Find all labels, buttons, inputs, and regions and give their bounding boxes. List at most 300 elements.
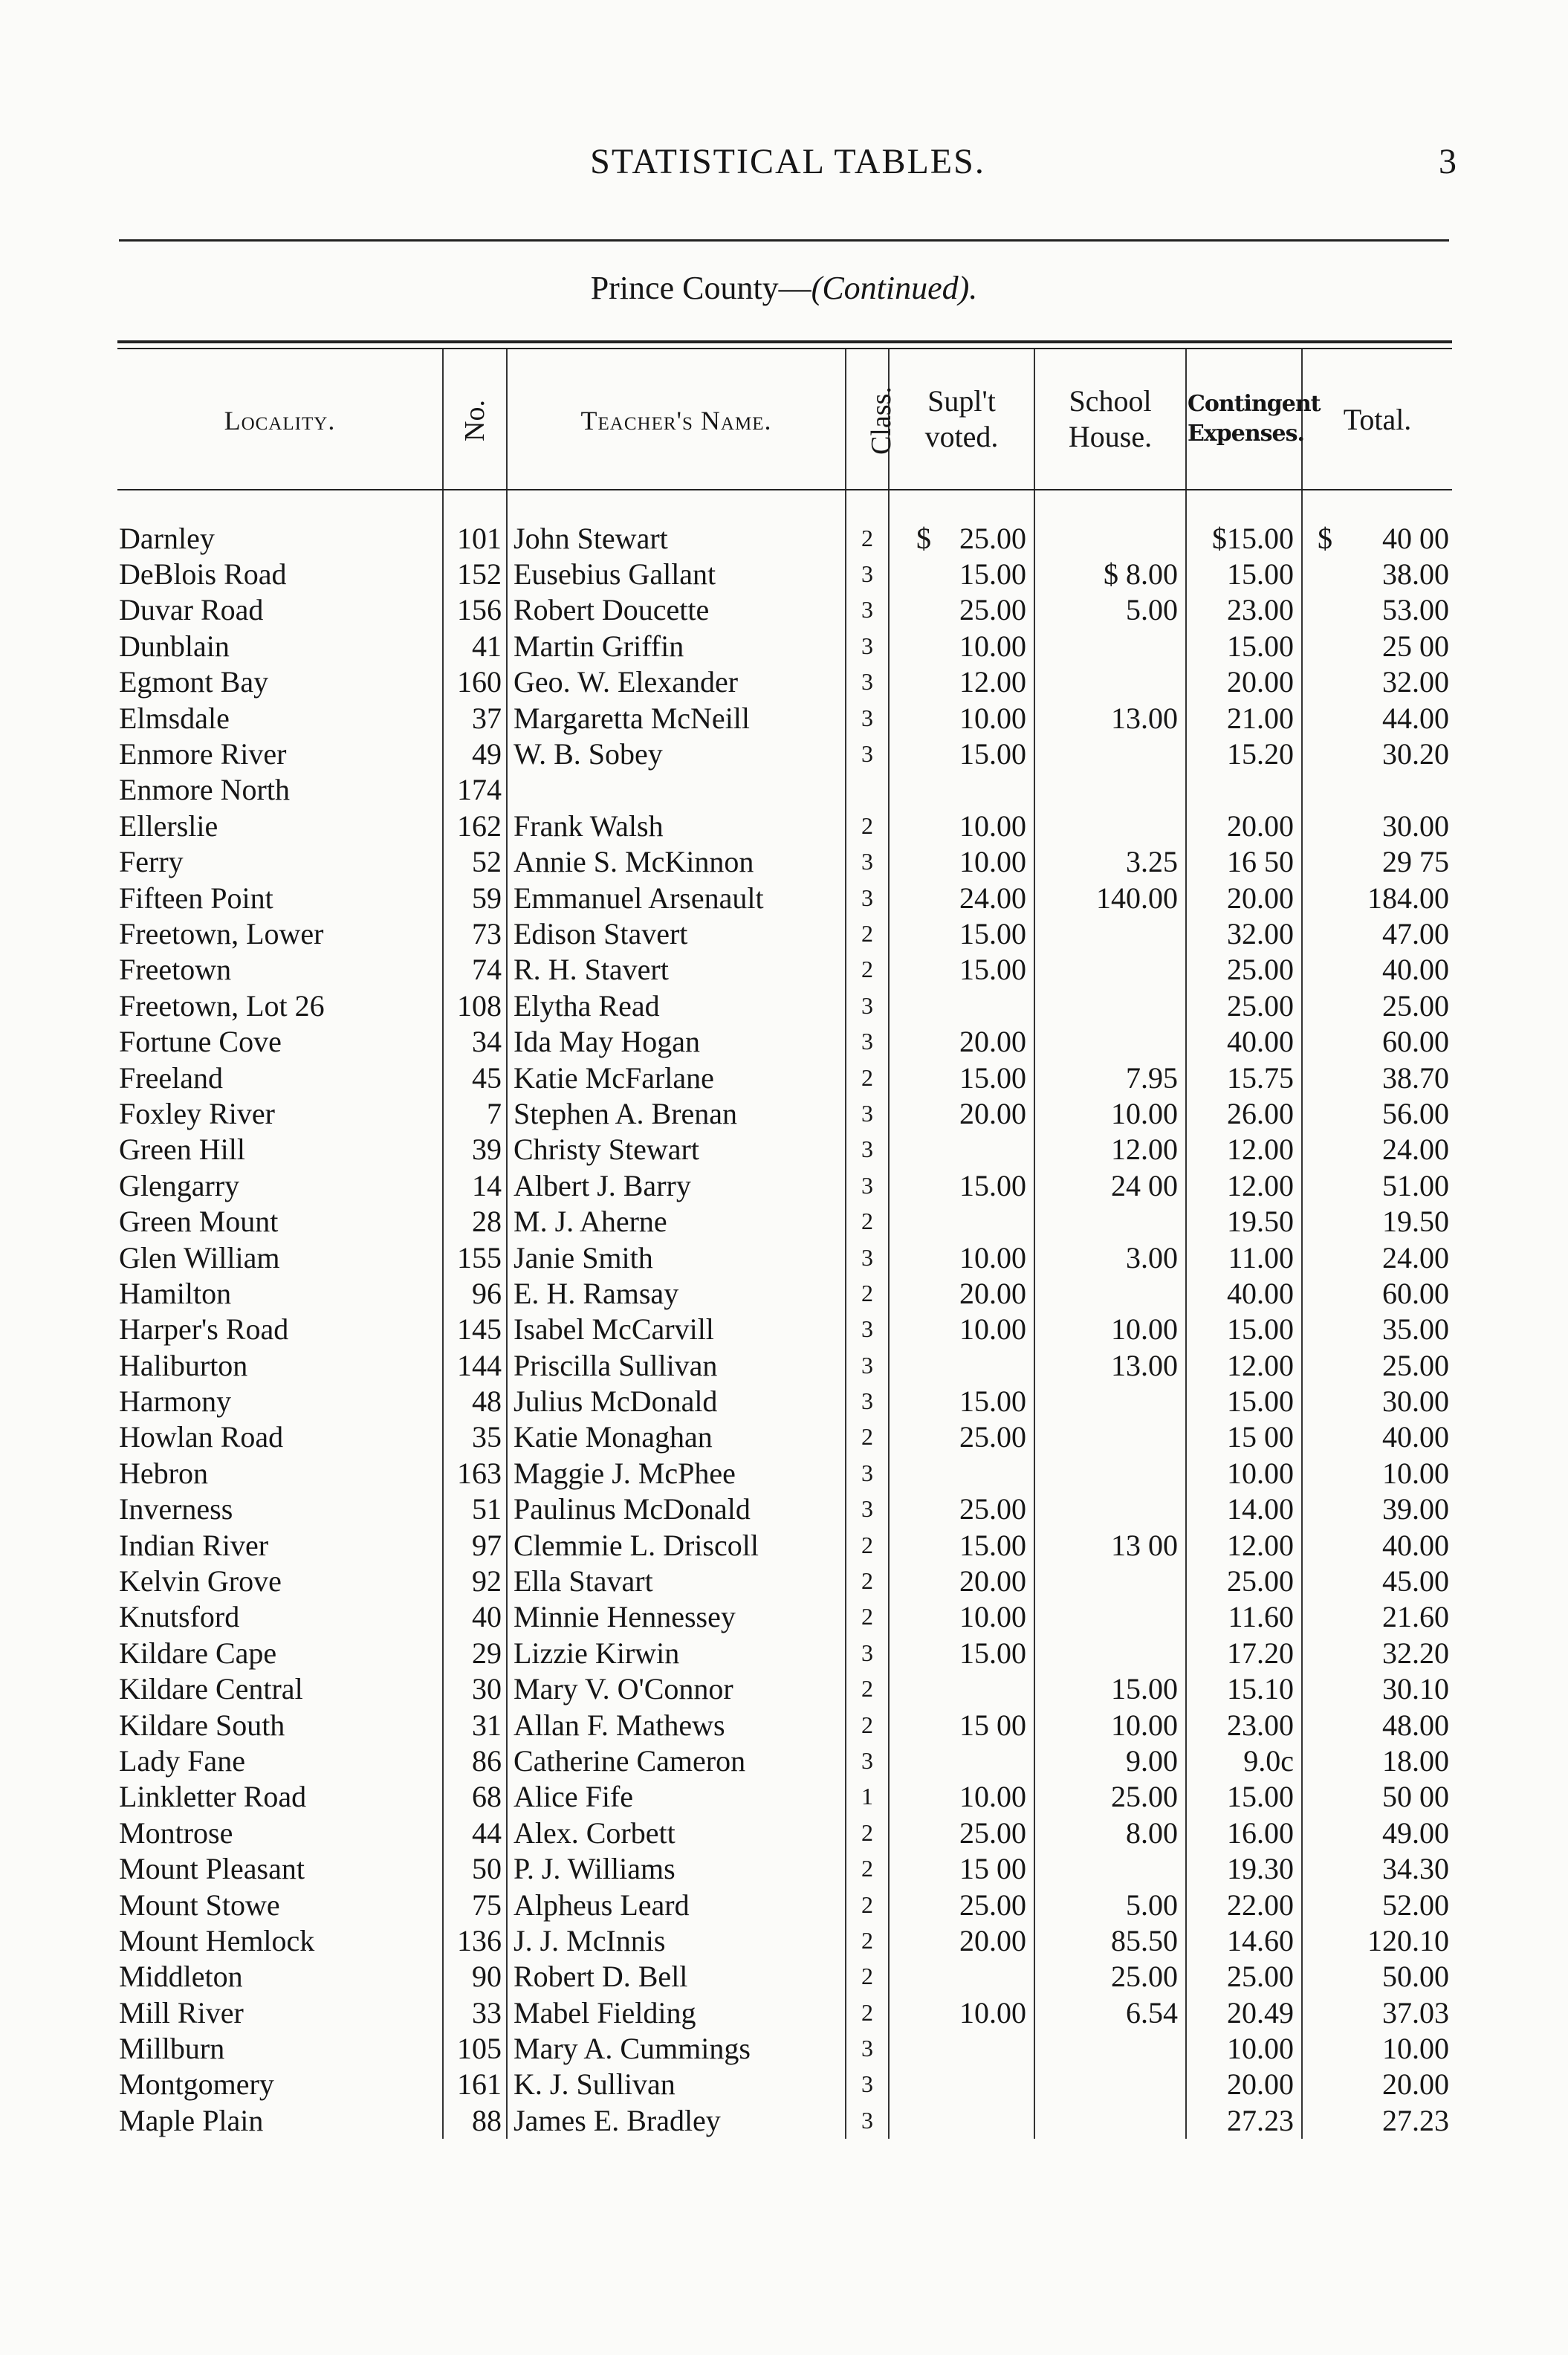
total-cell: 40.00 [1302,1419,1452,1455]
table-row [117,2067,1452,2102]
school-house-cell: 15.00 [1034,1671,1186,1707]
total-cell: 35.00 [1302,1312,1452,1347]
locality-cell: Enmore North [119,773,290,807]
table-top-rule [117,340,1452,349]
table-row [117,1779,1452,1815]
school-house-cell [1034,664,1186,700]
school-house-cell [1034,520,1186,556]
contingent-cell: 16 50 [1186,844,1302,880]
total-cell: 19.50 [1302,1203,1452,1239]
total-cell: 21.60 [1302,1599,1452,1635]
locality-cell: Duvar Road [119,593,264,627]
table-row [117,1527,1452,1563]
suplt-cell: 25.00 [889,1491,1034,1527]
col-no: No. [443,349,507,490]
locality-cell: Ferry [119,845,184,879]
contingent-cell: 14.60 [1186,1922,1302,1958]
school-house-cell [1034,916,1186,951]
total-cell: 53.00 [1302,592,1452,628]
school-house-cell [1034,772,1186,808]
number-cell: 59 [443,880,507,916]
class-cell: 3 [846,1095,889,1131]
teacher-cell: Lizzie Kirwin [507,1635,846,1671]
school-house-cell: 24 00 [1034,1167,1186,1203]
teacher-cell: Clemmie L. Driscoll [507,1527,846,1563]
number-cell: 152 [443,556,507,592]
suplt-cell: 15.00 [889,916,1034,951]
table-row [117,1491,1452,1527]
suplt-cell: 20.00 [889,1563,1034,1598]
total-cell: 38.70 [1302,1060,1452,1095]
col-locality: Locality. [117,349,443,490]
contingent-cell: 12.00 [1186,1527,1302,1563]
total-cell: 44.00 [1302,700,1452,736]
table-row [117,1563,1452,1598]
teacher-cell [507,772,846,808]
class-cell: 2 [846,1563,889,1598]
class-cell: 3 [846,628,889,664]
locality-cell: Harmony [119,1384,232,1419]
suplt-cell: 24.00 [889,880,1034,916]
table-row [117,1815,1452,1850]
class-cell: 3 [846,736,889,771]
suplt-cell: 15.00 [889,1527,1034,1563]
table-body [117,490,1452,2139]
suplt-cell: 10.00 [889,1995,1034,2030]
contingent-cell: 15.00 [1186,628,1302,664]
teacher-cell: Minnie Hennessey [507,1599,846,1635]
class-cell: 3 [846,1347,889,1383]
col-teacher: Teacher's Name. [507,349,846,490]
suplt-cell [889,1743,1034,1778]
class-cell: 3 [846,1167,889,1203]
locality-cell: Millburn [119,2032,225,2066]
table-row [117,1203,1452,1239]
locality-cell: Kelvin Grove [119,1564,282,1598]
table-row [117,1167,1452,1203]
locality-cell: Mount Hemlock [119,1923,315,1957]
total-cell: 30.10 [1302,1671,1452,1707]
total-cell: 40.00 [1302,1527,1452,1563]
class-cell: 2 [846,1850,889,1886]
total-cell: 120.10 [1302,1922,1452,1958]
class-cell: 3 [846,844,889,880]
class-cell: 3 [846,2030,889,2066]
total-cell: 25 00 [1302,628,1452,664]
number-cell: 161 [443,2067,507,2102]
locality-cell: Dunblain [119,629,230,663]
number-cell: 86 [443,1743,507,1778]
class-cell: 2 [846,1527,889,1563]
suplt-cell [889,1959,1034,1995]
table-row [117,1707,1452,1743]
number-cell: 144 [443,1347,507,1383]
locality-cell: Knutsford [119,1600,240,1634]
locality-cell: Elmsdale [119,701,230,735]
school-house-cell: 10.00 [1034,1312,1186,1347]
table-subtitle [0,269,1568,307]
school-house-cell: 10.00 [1034,1707,1186,1743]
class-cell: 2 [846,1815,889,1850]
number-cell: 45 [443,1060,507,1095]
class-cell: 3 [846,592,889,628]
contingent-cell: 15.00 [1186,1312,1302,1347]
total-cell: $ 40 00 [1302,520,1452,556]
number-cell: 7 [443,1095,507,1131]
total-cell: 30.00 [1302,808,1452,843]
class-cell: 3 [846,2067,889,2102]
suplt-cell [889,1203,1034,1239]
teacher-cell: Geo. W. Elexander [507,664,846,700]
locality-cell: Lady Fane [119,1743,245,1778]
school-house-cell: $ 8.00 [1034,556,1186,592]
total-cell: 10.00 [1302,1455,1452,1491]
locality-cell: Glen William [119,1240,280,1274]
col-total: Total. [1302,349,1452,490]
teacher-cell: Katie McFarlane [507,1060,846,1095]
suplt-cell [889,1347,1034,1383]
total-cell: 29 75 [1302,844,1452,880]
contingent-cell [1186,772,1302,808]
contingent-cell: 19.50 [1186,1203,1302,1239]
locality-cell: Darnley [119,521,215,555]
table-row [117,916,1452,951]
teacher-cell: Allan F. Mathews [507,1707,846,1743]
contingent-cell: 15.75 [1186,1060,1302,1095]
suplt-cell: $ 25.00 [889,520,1034,556]
suplt-cell [889,988,1034,1023]
number-cell: 28 [443,1203,507,1239]
contingent-cell: 15.00 [1186,556,1302,592]
contingent-cell: 25.00 [1186,988,1302,1023]
total-cell: 25.00 [1302,1347,1452,1383]
contingent-cell: 14.00 [1186,1491,1302,1527]
number-cell: 160 [443,664,507,700]
teacher-cell: Margaretta McNeill [507,700,846,736]
teacher-cell: Christy Stewart [507,1132,846,1167]
school-house-cell [1034,988,1186,1023]
contingent-cell: 25.00 [1186,952,1302,988]
suplt-cell [889,2102,1034,2138]
school-house-cell [1034,952,1186,988]
class-cell: 3 [846,1743,889,1778]
suplt-cell: 15 00 [889,1707,1034,1743]
class-cell: 3 [846,2102,889,2138]
col-suplt: Supl't voted. [889,349,1034,490]
school-house-cell: 3.25 [1034,844,1186,880]
class-cell: 2 [846,1419,889,1455]
teacher-cell: J. J. McInnis [507,1922,846,1958]
teacher-cell: Alpheus Leard [507,1887,846,1922]
class-cell: 3 [846,1383,889,1419]
total-cell: 40.00 [1302,952,1452,988]
contingent-cell: 15 00 [1186,1419,1302,1455]
school-house-cell [1034,1850,1186,1886]
total-cell [1302,772,1452,808]
number-cell: 48 [443,1383,507,1419]
teacher-cell: Robert Doucette [507,592,846,628]
total-cell: 20.00 [1302,2067,1452,2102]
school-house-cell: 9.00 [1034,1743,1186,1778]
teacher-cell: R. H. Stavert [507,952,846,988]
contingent-cell: $15.00 [1186,520,1302,556]
total-cell: 24.00 [1302,1132,1452,1167]
locality-cell: Montrose [119,1815,233,1850]
locality-cell: Fortune Cove [119,1025,282,1059]
class-cell: 1 [846,1779,889,1815]
total-cell: 39.00 [1302,1491,1452,1527]
statistics-table-wrap [117,340,1452,2139]
teacher-cell: Janie Smith [507,1240,846,1275]
class-cell: 3 [846,556,889,592]
class-cell: 2 [846,1060,889,1095]
number-cell: 51 [443,1491,507,1527]
number-cell: 96 [443,1275,507,1311]
school-house-cell [1034,1203,1186,1239]
teacher-cell: Emmanuel Arsenault [507,880,846,916]
school-house-cell [1034,1023,1186,1059]
locality-cell: Freetown, Lot 26 [119,988,325,1023]
class-cell: 2 [846,520,889,556]
locality-cell: Freetown, Lower [119,916,324,950]
suplt-cell: 15 00 [889,1850,1034,1886]
locality-cell: Kildare South [119,1708,285,1742]
teacher-cell: Albert J. Barry [507,1167,846,1203]
contingent-cell: 20.00 [1186,880,1302,916]
table-row [117,1887,1452,1922]
table-row [117,1599,1452,1635]
table-row [117,808,1452,843]
dollar-sign: $ [916,521,931,555]
table-row [117,988,1452,1023]
total-cell: 25.00 [1302,988,1452,1023]
teacher-cell: Elytha Read [507,988,846,1023]
number-cell: 37 [443,700,507,736]
number-cell: 35 [443,1419,507,1455]
class-cell: 2 [846,1959,889,1995]
locality-cell: Mill River [119,1995,244,2030]
table-row [117,952,1452,988]
class-cell: 3 [846,1312,889,1347]
number-cell: 105 [443,2030,507,2066]
total-cell: 184.00 [1302,880,1452,916]
number-cell: 74 [443,952,507,988]
suplt-cell: 25.00 [889,1419,1034,1455]
locality-cell: Glengarry [119,1168,240,1202]
page-header [119,141,1457,193]
number-cell: 40 [443,1599,507,1635]
suplt-cell: 15.00 [889,1635,1034,1671]
school-house-cell [1034,628,1186,664]
total-cell: 32.20 [1302,1635,1452,1671]
teacher-cell: Eusebius Gallant [507,556,846,592]
header-row [117,349,1452,490]
teacher-cell: James E. Bradley [507,2102,846,2138]
dollar-sign: $ [1318,521,1332,555]
school-house-cell [1034,2067,1186,2102]
contingent-cell: 40.00 [1186,1275,1302,1311]
suplt-cell: 15.00 [889,736,1034,771]
locality-cell: Kildare Central [119,1672,303,1706]
locality-cell: Maple Plain [119,2103,264,2137]
contingent-cell: 9.0c [1186,1743,1302,1778]
number-cell: 49 [443,736,507,771]
school-house-cell: 13.00 [1034,1347,1186,1383]
locality-cell: Harper's Road [119,1312,289,1347]
teacher-cell: Maggie J. McPhee [507,1455,846,1491]
total-cell: 60.00 [1302,1275,1452,1311]
contingent-cell: 19.30 [1186,1850,1302,1886]
subtitle-main: Prince County— [590,270,811,306]
school-house-cell [1034,1275,1186,1311]
suplt-cell [889,1455,1034,1491]
contingent-cell: 12.00 [1186,1167,1302,1203]
teacher-cell: Katie Monaghan [507,1419,846,1455]
teacher-cell: Alex. Corbett [507,1815,846,1850]
number-cell: 156 [443,592,507,628]
table-row [117,1959,1452,1995]
suplt-cell: 10.00 [889,1599,1034,1635]
table-row [117,1743,1452,1778]
teacher-cell: M. J. Aherne [507,1203,846,1239]
number-cell: 14 [443,1167,507,1203]
number-cell: 30 [443,1671,507,1707]
number-cell: 75 [443,1887,507,1922]
suplt-cell: 10.00 [889,628,1034,664]
table-row [117,1671,1452,1707]
number-cell: 162 [443,808,507,843]
class-cell: 2 [846,1995,889,2030]
statistics-table [117,349,1452,2139]
school-house-cell: 25.00 [1034,1779,1186,1815]
table-row [117,1240,1452,1275]
suplt-cell: 10.00 [889,1312,1034,1347]
number-cell: 41 [443,628,507,664]
school-house-cell: 8.00 [1034,1815,1186,1850]
locality-cell: Kildare Cape [119,1636,277,1670]
school-house-cell: 5.00 [1034,1887,1186,1922]
locality-cell: Montgomery [119,2067,274,2102]
table-row [117,700,1452,736]
teacher-cell: Robert D. Bell [507,1959,846,1995]
total-cell: 34.30 [1302,1850,1452,1886]
suplt-cell: 25.00 [889,592,1034,628]
teacher-cell: Catherine Cameron [507,1743,846,1778]
table-row [117,1850,1452,1886]
suplt-cell: 15.00 [889,1383,1034,1419]
teacher-cell: Mabel Fielding [507,1995,846,2030]
total-cell: 32.00 [1302,664,1452,700]
table-row [117,844,1452,880]
locality-cell: Enmore River [119,737,287,771]
number-cell: 108 [443,988,507,1023]
class-cell: 3 [846,1635,889,1671]
suplt-cell: 25.00 [889,1887,1034,1922]
school-house-cell: 6.54 [1034,1995,1186,2030]
school-house-cell [1034,1563,1186,1598]
number-cell: 101 [443,520,507,556]
contingent-cell: 15.10 [1186,1671,1302,1707]
suplt-cell: 10.00 [889,808,1034,843]
teacher-cell: P. J. Williams [507,1850,846,1886]
school-house-cell [1034,2102,1186,2138]
number-cell: 136 [443,1922,507,1958]
school-house-cell: 85.50 [1034,1922,1186,1958]
table-row [117,664,1452,700]
table-row [117,1419,1452,1455]
suplt-cell [889,1132,1034,1167]
locality-cell: Indian River [119,1528,269,1562]
contingent-cell: 25.00 [1186,1959,1302,1995]
school-house-cell [1034,1599,1186,1635]
locality-cell: Inverness [119,1492,233,1526]
contingent-cell: 27.23 [1186,2102,1302,2138]
class-cell: 2 [846,1599,889,1635]
school-house-cell: 5.00 [1034,592,1186,628]
col-school-house: School House. [1034,349,1186,490]
contingent-cell: 10.00 [1186,2030,1302,2066]
number-cell: 88 [443,2102,507,2138]
table-row [117,1060,1452,1095]
locality-cell: DeBlois Road [119,557,287,592]
teacher-cell: John Stewart [507,520,846,556]
class-cell: 2 [846,916,889,951]
locality-cell: Green Hill [119,1133,245,1167]
contingent-cell: 11.00 [1186,1240,1302,1275]
locality-cell: Linkletter Road [119,1780,307,1814]
class-cell: 3 [846,1491,889,1527]
number-cell: 174 [443,772,507,808]
number-cell: 33 [443,1995,507,2030]
school-house-cell [1034,736,1186,771]
page-number: 3 [1439,142,1457,181]
contingent-cell: 20.00 [1186,808,1302,843]
class-cell: 3 [846,988,889,1023]
teacher-cell: K. J. Sullivan [507,2067,846,2102]
number-cell: 31 [443,1707,507,1743]
teacher-cell: Annie S. McKinnon [507,844,846,880]
suplt-cell: 10.00 [889,844,1034,880]
locality-cell: Mount Pleasant [119,1852,305,1886]
number-cell: 52 [443,844,507,880]
total-cell: 24.00 [1302,1240,1452,1275]
suplt-cell: 20.00 [889,1095,1034,1131]
total-cell: 60.00 [1302,1023,1452,1059]
contingent-cell: 10.00 [1186,1455,1302,1491]
teacher-cell: Mary V. O'Connor [507,1671,846,1707]
table-row [117,1023,1452,1059]
suplt-cell: 15.00 [889,1060,1034,1095]
table-row [117,556,1452,592]
number-cell: 29 [443,1635,507,1671]
locality-cell: Howlan Road [119,1420,284,1454]
school-house-cell: 3.00 [1034,1240,1186,1275]
class-cell [846,772,889,808]
class-cell: 3 [846,1132,889,1167]
total-cell: 47.00 [1302,916,1452,951]
dollar-sign: $ [1212,521,1227,555]
teacher-cell: W. B. Sobey [507,736,846,771]
school-house-cell [1034,1635,1186,1671]
number-cell: 90 [443,1959,507,1995]
suplt-cell [889,1671,1034,1707]
number-cell: 50 [443,1850,507,1886]
number-cell: 155 [443,1240,507,1275]
total-cell: 37.03 [1302,1995,1452,2030]
locality-cell: Freeland [119,1060,223,1095]
teacher-cell: Mary A. Cummings [507,2030,846,2066]
school-house-cell [1034,1419,1186,1455]
